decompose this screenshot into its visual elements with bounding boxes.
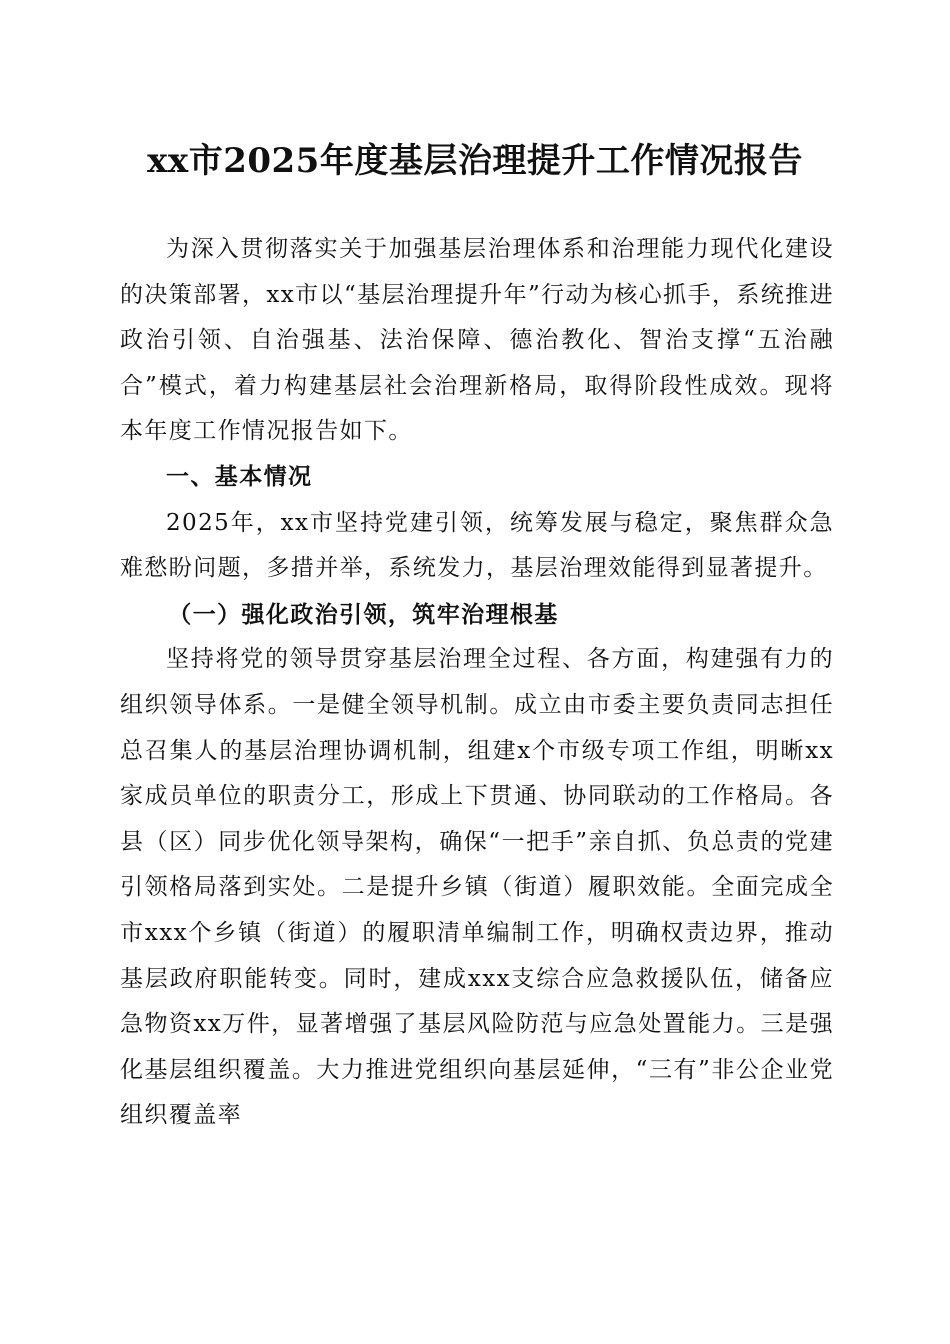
intro-paragraph: 为深入贯彻落实关于加强基层治理体系和治理能力现代化建设的决策部署，xx市以“基层治理提升年”行动为核心抓手，系统推进政治引领、自治强基、法治保障、德治教化、智治支撑“五治融合”模式，着力构建基层社会治理新格局，取得阶段性成效。现将本年度工作情况报告如下。 xyxy=(120,236,834,445)
document-title: xx市2025年度基层治理提升工作情况报告 xyxy=(147,141,803,181)
section-heading-basic-situation: 一、基本情况 xyxy=(166,463,313,490)
political-leadership-paragraph: 坚持将党的领导贯穿基层治理全过程、各方面，构建强有力的组织领导体系。一是健全领导机制。成立由市委主要负责同志担任总召集人的基层治理协调机制，组建x个市级专项工作组，明晰xx家成员单位的职责分工，形成上下贯通、协同联动的工作格局。各县（区）同步优化领导架构，确保“一把手”亲自抓、负总责的党建引领格局落到实处。二是提升乡镇（街道）履职效能。全面完成全市xxx个乡镇（街道）的履职清单编制工作，明确权责边界，推动基层政府职能转变。同时，建成xxx支综合应急救援队伍，储备应急物资xx万件，显著增强了基层风险防范与应急处置能力。三是强化基层组织覆盖。大力推进党组织向基层延伸，“三有”非公企业党组织覆盖率 xyxy=(120,646,834,1129)
basic-situation-paragraph: 2025年，xx市坚持党建引领，统筹发展与稳定，聚焦群众急难愁盼问题，多措并举，系统发力，基层治理效能得到显著提升。 xyxy=(120,509,834,582)
document-body xyxy=(120,227,834,1139)
subsection-heading-political-leadership: （一）强化政治引领，筑牢治理根基 xyxy=(168,600,559,628)
